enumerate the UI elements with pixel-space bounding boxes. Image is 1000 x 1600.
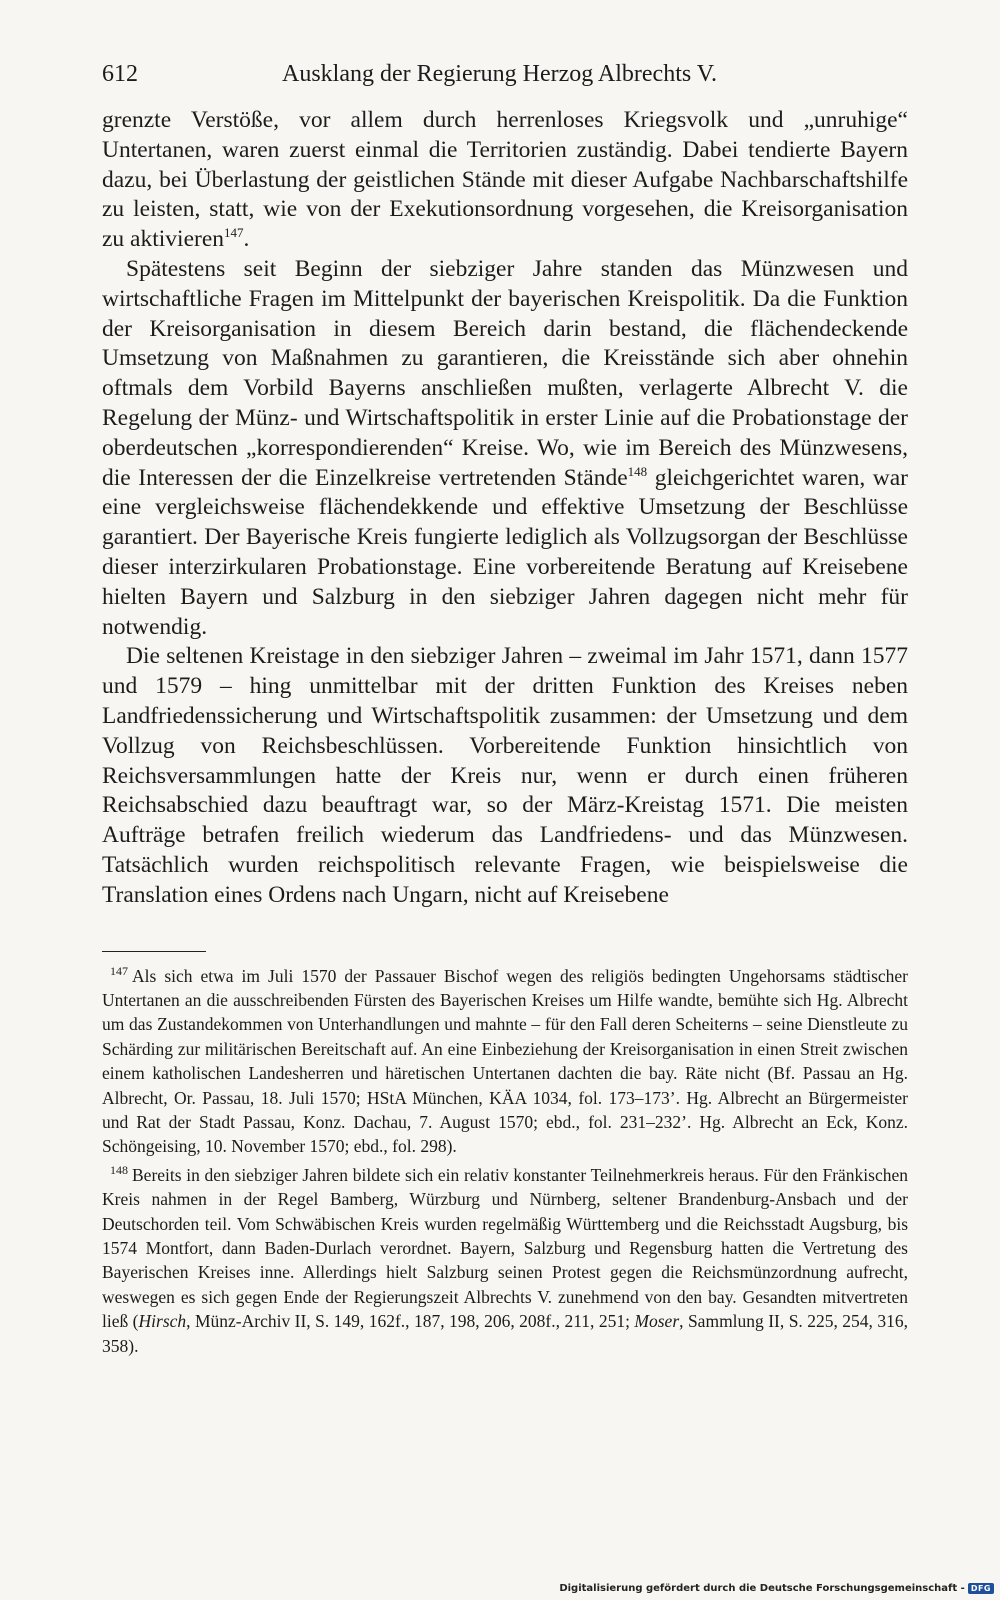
paragraph-3: Die seltenen Kreistage in den siebziger Jahren – zweimal im Jahr 1571, dann 1577 und 1579 – hing unmittelbar mit der dritten Funktion des Kreises neben Landfriedenssicherung und Wirtschaftspolitik zusammen: der Umsetzung und dem Vollzug von Reichsbeschlüssen. Vorbereitende Funktion hinsichtlich von Reichsversammlungen hatte der Kreis nur, wenn er durch einen früheren Reichsabschied dazu beauftragt war, so der März-Kreistag 1571. Die meisten Aufträge betrafen freilich wiederum das Landfriedens- und das Münzwesen. Tatsächlich wurden reichspolitisch relevante Fragen, wie beispielsweise die Translation eines Ordens nach Ungarn, nicht auf Kreisebene (102, 643, 908, 908)
footnote-148 (102, 1163, 908, 1358)
paragraph-2-text-a: Spätestens seit Beginn der siebziger Jahre standen das Münzwesen und wirtschaftliche Fragen im Mittelpunkt der bayerischen Kreispolitik. Da die Funktion der Kreisorganisation in diesem Bereich darin bestand, die flächendeckende Umsetzung von Maßnahmen zu garantieren, die Kreisstände sich aber ohnehin oftmals dem Vorbild Bayerns anschließen mußten, verlagerte Albrecht V. die Regelung der Münz- und Wirtschaftspolitik in erster Linie auf die Probationstage der oberdeutschen „korrespondierenden“ Kreise. Wo, wie im Bereich des Münzwesens, die Interessen der die Einzelkreise vertretenden Stände (102, 255, 908, 491)
footnote-148-text-b: , Münz-Archiv II, S. 149, 162f., 187, 198, 206, 208f., 211, 251; (186, 1311, 635, 1332)
footnote-mark-148: 148 (110, 1162, 128, 1177)
footnote-147 (102, 964, 908, 1159)
footnote-mark-147: 147 (110, 963, 128, 978)
running-title: Ausklang der Regierung Herzog Albrechts V. (282, 61, 718, 87)
credit-text: Digitalisierung gefördert durch die Deutsche Forschungsgemeinschaft - (559, 1583, 965, 1594)
paragraph-1-end: . (243, 226, 250, 253)
footnote-ref-148[interactable]: 148 (627, 463, 648, 479)
book-page (102, 58, 908, 1358)
body-text (102, 106, 908, 911)
footnote-148-author-moser: Moser (634, 1311, 680, 1332)
paragraph-2 (102, 255, 908, 642)
page-number: 612 (102, 61, 138, 87)
page-header (102, 58, 908, 90)
footnote-147-text: Als sich etwa im Juli 1570 der Passauer Bischof wegen des religiös bedingten Ungehorsams städtischer Untertanen an die ausschreibenden Fürsten des Bayerischen Kreises um Hilfe wandte, bemühte sich Hg. Albrecht um das Zustandekommen von Unterhandlungen und mahnte – für den Fall deren Scheiterns – seine Dienstleute zu Schärding zur militärischen Bereitschaft auf. An eine Einbeziehung der Kreisorganisation in einen Streit zwischen einem katholischen Landesherren und häretischen Untertanen dachten die bay. Räte nicht (Bf. Passau an Hg. Albrecht, Or. Passau, 18. Juli 1570; HStA München, KÄA 1034, fol. 173–173’. Hg. Albrecht an Bürgermeister und Rat der Stadt Passau, Konz. Dachau, 7. August 1570; ebd., fol. 231–232’. Hg. Albrecht an Eck, Konz. Schöngeising, 10. November 1570; ebd., fol. 298). (102, 965, 908, 1157)
footnotes (102, 964, 908, 1359)
footnote-148-author-hirsch: Hirsch (138, 1311, 187, 1332)
digitization-credit (559, 1583, 994, 1594)
footnote-divider (102, 951, 206, 952)
footnote-148-text-a: Bereits in den siebziger Jahren bildete sich ein relativ konstanter Teilnehmerkreis heraus. Für den Fränkischen Kreis nahmen in der Regel Bamberg, Würzburg und Nürnberg, seltener Brandenburg-Ansbach und der Deutschorden teil. Vom Schwäbischen Kreis wurden regelmäßig Württemberg und die Reichsstadt Augsburg, bis 1574 Montfort, dann Baden-Durlach verordnet. Bayern, Salzburg und Regensburg hatten die Vertretung des Bayerischen Kreises inne. Allerdings hielt Salzburg seinen Protest gegen die Reichsmünzordnung aufrecht, weswegen es sich gegen Ende der Regierungszeit Albrechts V. zunehmend von den bay. Gesandten mitvertreten ließ ( (102, 1164, 908, 1332)
dfg-logo: DFG (968, 1583, 994, 1594)
paragraph-1-text: grenzte Verstöße, vor allem durch herrenloses Kriegsvolk und „unruhige“ Untertanen, waren zuerst einmal die Territorien zuständig. Dabei tendierte Bayern dazu, bei Überlastung der geistlichen Stände mit dieser Aufgabe Nachbarschaftshilfe zu leisten, statt, wie von der Exekutionsordnung vorgesehen, die Kreisorganisation zu aktivieren (102, 107, 908, 253)
paragraph-2-text-b: gleichgerichtet waren, war eine vergleichsweise flächendekkende und effektive Umsetzung der Beschlüsse garantiert. Der Bayerische Kreis fungierte lediglich als Vollzugsorgan der Beschlüsse dieser interzirkularen Probationstage. Eine vorbereitende Beratung auf Kreisebene hielten Bayern und Salzburg in den siebziger Jahren dagegen nicht mehr für notwendig. (102, 464, 908, 640)
footnote-148-text-c: , Sammlung II, S. 225, 254, 316, 358). (102, 1311, 908, 1356)
paragraph-1 (102, 106, 908, 255)
footnote-ref-147[interactable]: 147 (224, 225, 244, 241)
